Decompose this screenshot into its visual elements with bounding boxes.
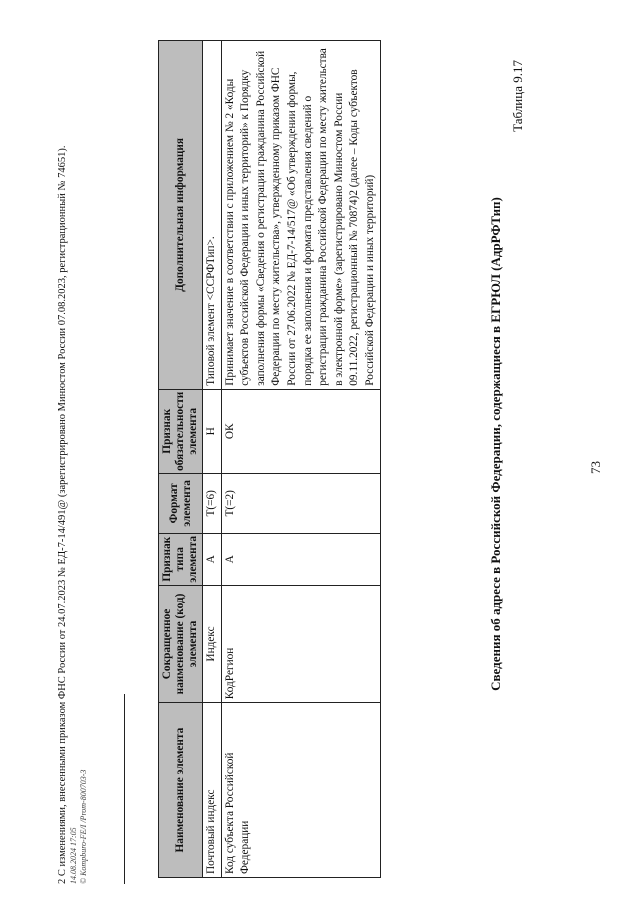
footnote-text: 2 С изменениями, внесенными приказом ФНС России от 24.07.2023 № ЕД-7-14/491@ (зарегистрировано Минюстом России 07.08.2023, регистрационный № 74651). — [57, 145, 68, 884]
table-header-row — [159, 41, 203, 878]
column-header: Дополнительная информация — [159, 41, 203, 390]
footnote — [56, 124, 89, 884]
stamp-line: 14.08.2024 17:05 — [69, 827, 78, 884]
cell-name: Почтовый индекс — [203, 703, 222, 878]
column-header: Сокращенное наименование (код) элемента — [159, 585, 203, 702]
table-label: Таблица 9.17 — [510, 60, 525, 132]
cell-info: Типовой элемент <ССРФТип>. — [203, 41, 222, 390]
cell-required: Н — [203, 389, 222, 473]
address-table — [158, 40, 381, 878]
column-header: Признак обязательности элемента — [159, 389, 203, 473]
column-header: Формат элемента — [159, 473, 203, 533]
table-row — [203, 41, 222, 878]
cell-format: T(=6) — [203, 473, 222, 533]
cell-type: А — [203, 533, 222, 585]
cell-code: КодРегион — [221, 585, 380, 702]
column-header: Признак типа элемента — [159, 533, 203, 585]
cell-code: Индекс — [203, 585, 222, 702]
page-number: 73 — [588, 461, 603, 474]
table-title: Сведения об адресе в Российской Федерации, содержащиеся в ЕГРЮЛ (АдрРФТип) — [488, 197, 503, 691]
cell-format: T(=2) — [221, 473, 380, 533]
cell-info: Принимает значение в соответствии с приложением № 2 «Коды субъектов Российской Федерации и иных территорий» к Порядку заполнения формы «Сведения о регистрации гражданина Российской Федерации по месту жительства», утвержденному приказом ФНС России от 27.06.2022 № ЕД-7-14/517@ «Об утверждении формы, порядка ее заполнения и формата представления сведений о регистрации гражданина Российской Федерации по месту жительства в электронной форме» (зарегистрировано Минюстом России 09.11.2022, регистрационный № 70874)2 (далее – Коды субъектов Российской Федерации и иных территорий) — [221, 41, 380, 390]
table-row — [221, 41, 380, 878]
stamp-line: © Kompburo-FE/I /Prom-800703-3 — [79, 769, 88, 884]
column-header: Наименование элемента — [159, 703, 203, 878]
cell-name: Код субъекта Российской Федерации — [221, 703, 380, 878]
cell-required: ОК — [221, 389, 380, 473]
footnote-divider — [124, 694, 125, 884]
cell-type: А — [221, 533, 380, 585]
